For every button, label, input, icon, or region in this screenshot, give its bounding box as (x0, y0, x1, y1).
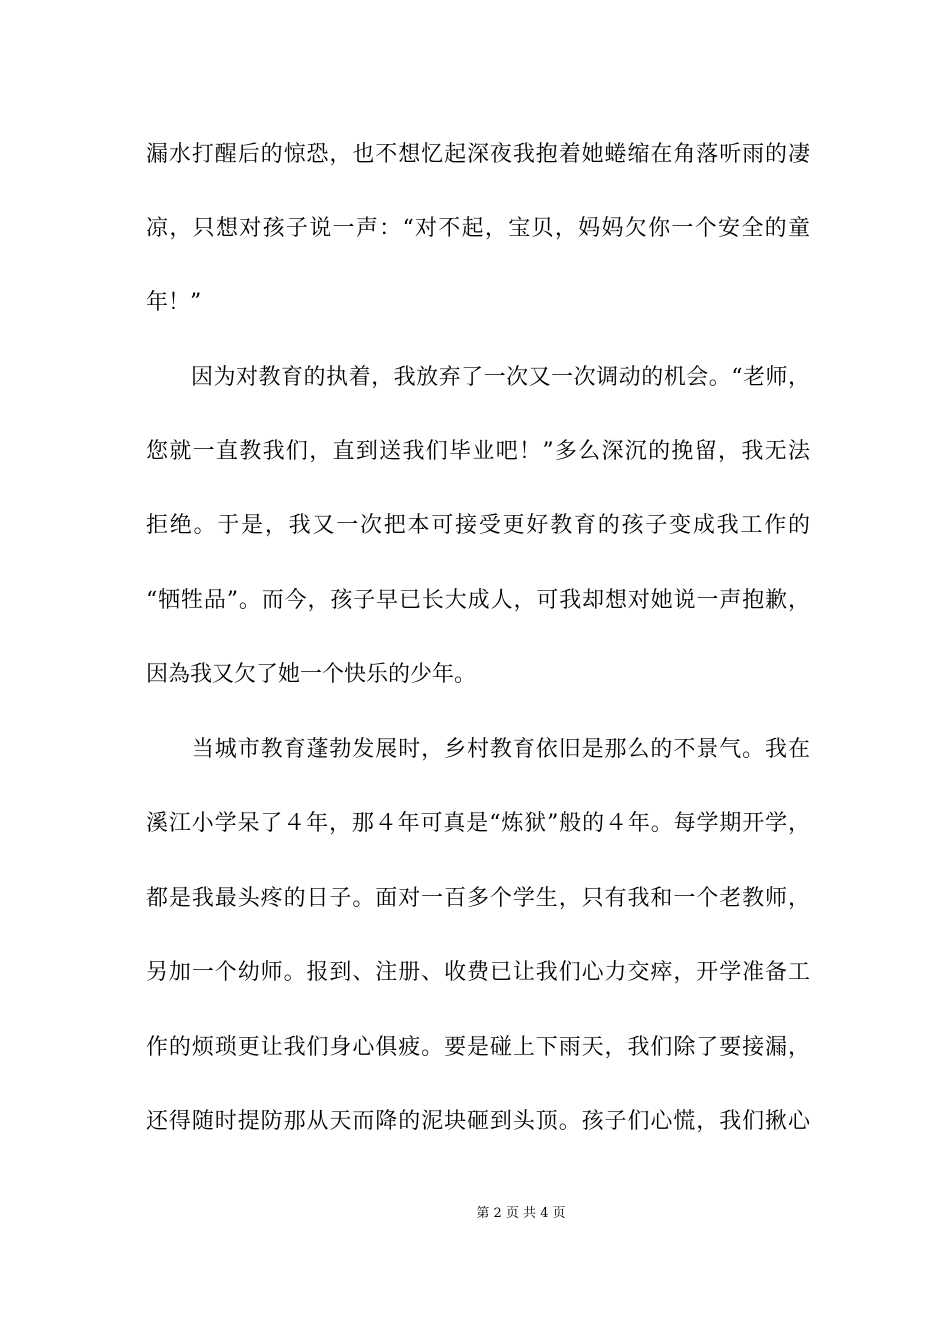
paragraph-line: 溪江小学呆了４年，那４年可真是“炼狱”般的４年。每学期开学， (146, 811, 810, 836)
paragraph-line: 年！” (146, 290, 202, 315)
paragraph-line: 另加一个幼师。报到、注册、收费已让我们心力交瘁，开学准备工 (146, 960, 810, 985)
paragraph-line: 因為我又欠了她一个快乐的少年。 (146, 662, 477, 687)
paragraph-line: 还得随时提防那从天而降的泥块砸到头顶。孩子们心慌，我们揪心 (146, 1109, 810, 1134)
paragraph-line: 漏水打醒后的惊恐，也不想忆起深夜我抱着她蜷缩在角落听雨的凄 (146, 142, 810, 167)
paragraph-line: 您就一直教我们，直到送我们毕业吧！”多么深沉的挽留，我无法 (146, 439, 810, 464)
paragraph-line: 因为对教育的执着，我放弃了一次又一次调动的机会。“老师， (146, 365, 810, 390)
paragraph-line: “牺牲品”。而今，孩子早已长大成人，可我却想对她说一声抱歉， (146, 588, 810, 613)
paragraph-line: 拒绝。于是，我又一次把本可接受更好教育的孩子变成我工作的 (146, 513, 810, 538)
paragraph-line: 当城市教育蓬勃发展时，乡村教育依旧是那么的不景气。我在 (146, 737, 810, 762)
page-number: 第 2 页 共 4 页 (476, 1206, 566, 1221)
page-footer (0, 1205, 950, 1223)
paragraph-line: 作的烦琐更让我们身心俱疲。要是碰上下雨天，我们除了要接漏， (146, 1035, 810, 1060)
paragraph-line: 都是我最头疼的日子。面对一百多个学生，只有我和一个老教师， (146, 886, 810, 911)
paragraph-line: 凉，只想对孩子说一声：“对不起，宝贝，妈妈欠你一个安全的童 (146, 216, 810, 241)
